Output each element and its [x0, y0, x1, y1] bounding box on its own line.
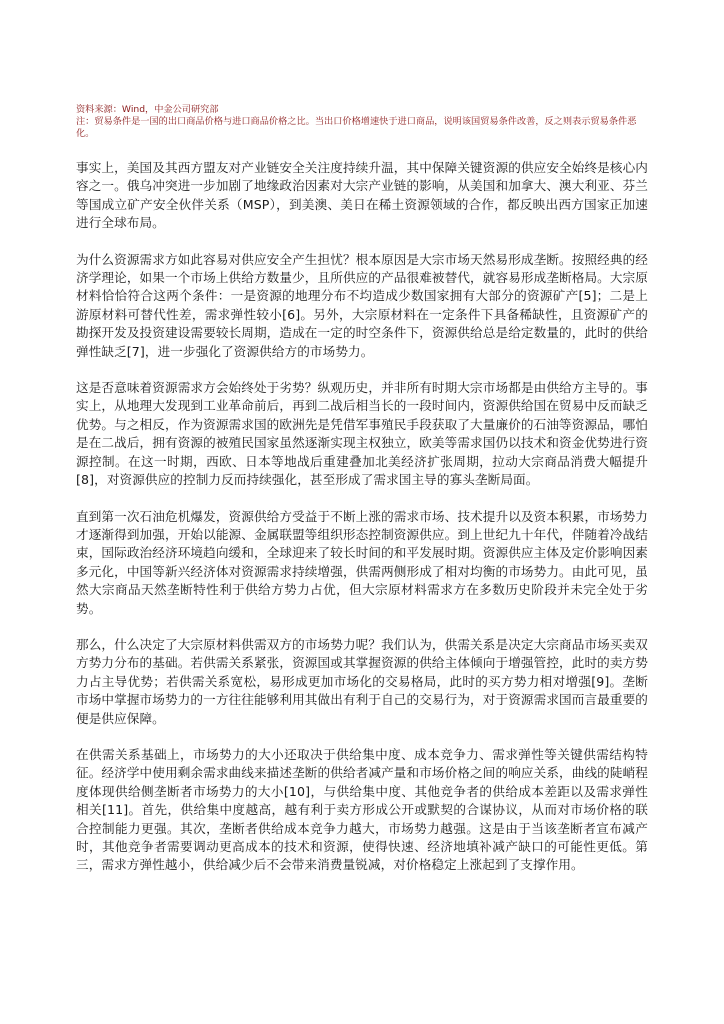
source-note: 资料来源：Wind，中金公司研究部 [76, 104, 219, 115]
paragraph-3: 这是否意味着资源需求方会始终处于劣势？纵观历史，并非所有时期大宗市场都是由供给方主导的。事实上，从地理大发现到工业革命前后，再到二战后相当长的一段时间内，资源供给国在贸易中反而缺乏优势。与之相反，作为资源需求国的欧洲先是凭借军事殖民手段获取了大量廉价的石油等资源品，哪怕是在二战后，拥有资源的被殖民国家虽然逐渐实现主权独立，欧美等需求国仍以技术和资金优势进行资源控制。在这一时期，西欧、日本等地战后重建叠加北美经济扩张周期，拉动大宗商品消费大幅提升[8]，对资源供应的控制力反而持续强化，甚至形成了需求国主导的寡头垄断局面。 [76, 380, 648, 488]
figure-notes [76, 104, 648, 140]
paragraph-4: 直到第一次石油危机爆发，资源供给方受益于不断上涨的需求市场、技术提升以及资本积累，市场势力才逐渐得到加强，开始以能源、金属联盟等组织形态控制资源供应。到上世纪九十年代，伴随着冷战结束，国际政治经济环境趋向缓和，全球迎来了较长时间的和平发展时期。资源供应主体及定价影响因素多元化，中国等新兴经济体对资源需求持续增强，供需两侧形成了相对均衡的市场势力。由此可见，虽然大宗商品天然垄断特性利于供给方势力占优，但大宗原材料需求方在多数历史阶段并未完全处于劣势。 [76, 508, 648, 616]
document-page [76, 104, 648, 893]
paragraph-1: 事实上，美国及其西方盟友对产业链安全关注度持续升温，其中保障关键资源的供应安全始终是核心内容之一。俄乌冲突进一步加剧了地缘政治因素对大宗产业链的影响，从美国和加拿大、澳大利亚、芬兰等国成立矿产安全伙伴关系（MSP），到美澳、美日在稀土资源领域的合作，都反映出西方国家正加速进行全球布局。 [76, 160, 648, 231]
explanatory-note: 注：贸易条件是一国的出口商品价格与进口商品价格之比。当出口价格增速快于进口商品，说明该国贸易条件改善，反之则表示贸易条件恶化。 [76, 116, 637, 139]
paragraph-2: 为什么资源需求方如此容易对供应安全产生担忧？根本原因是大宗市场天然易形成垄断。按照经典的经济学理论，如果一个市场上供给方数量少，且所供应的产品很难被替代，就容易形成垄断格局。大宗原材料恰恰符合这两个条件：一是资源的地理分布不均造成少数国家拥有大部分的资源矿产[5]；二是上游原材料可替代性差，需求弹性较小[6]。另外，大宗原材料在一定条件下具备稀缺性，且资源矿产的勘探开发及投资建设需要较长周期，造成在一定的时空条件下，资源供给总是给定数量的，此时的供给弹性缺乏[7]，进一步强化了资源供给方的市场势力。 [76, 251, 648, 359]
paragraph-6: 在供需关系基础上，市场势力的大小还取决于供给集中度、成本竞争力、需求弹性等关键供需结构特征。经济学中使用剩余需求曲线来描述垄断的供给者减产量和市场价格之间的响应关系，曲线的陡峭程度体现供给侧垄断者市场势力的大小[10]，与供给集中度、其他竞争者的供给成本差距以及需求弹性相关[11]。首先，供给集中度越高，越有利于卖方形成公开或默契的合谋协议，从而对市场价格的联合控制能力更强。其次，垄断者供给成本竞争力越大，市场势力越强。这是由于当该垄断者宣布减产时，其他竞争者需要调动更高成本的技术和资源，使得快速、经济地填补减产缺口的可能性更低。第三，需求方弹性越小，供给减少后不会带来消费量锐减，对价格稳定上涨起到了支撑作用。 [76, 746, 648, 873]
paragraph-5: 那么，什么决定了大宗原材料供需双方的市场势力呢？我们认为，供需关系是决定大宗商品市场买卖双方势力分布的基础。若供需关系紧张，资源国或其掌握资源的供给主体倾向于增强管控，此时的卖方势力占主导优势；若供需关系宽松，易形成更加市场化的交易格局，此时的买方势力相对增强[9]。垄断市场中掌握市场势力的一方往往能够利用其做出有利于自己的交易行为，对于资源需求国而言最重要的便是供应保障。 [76, 636, 648, 726]
